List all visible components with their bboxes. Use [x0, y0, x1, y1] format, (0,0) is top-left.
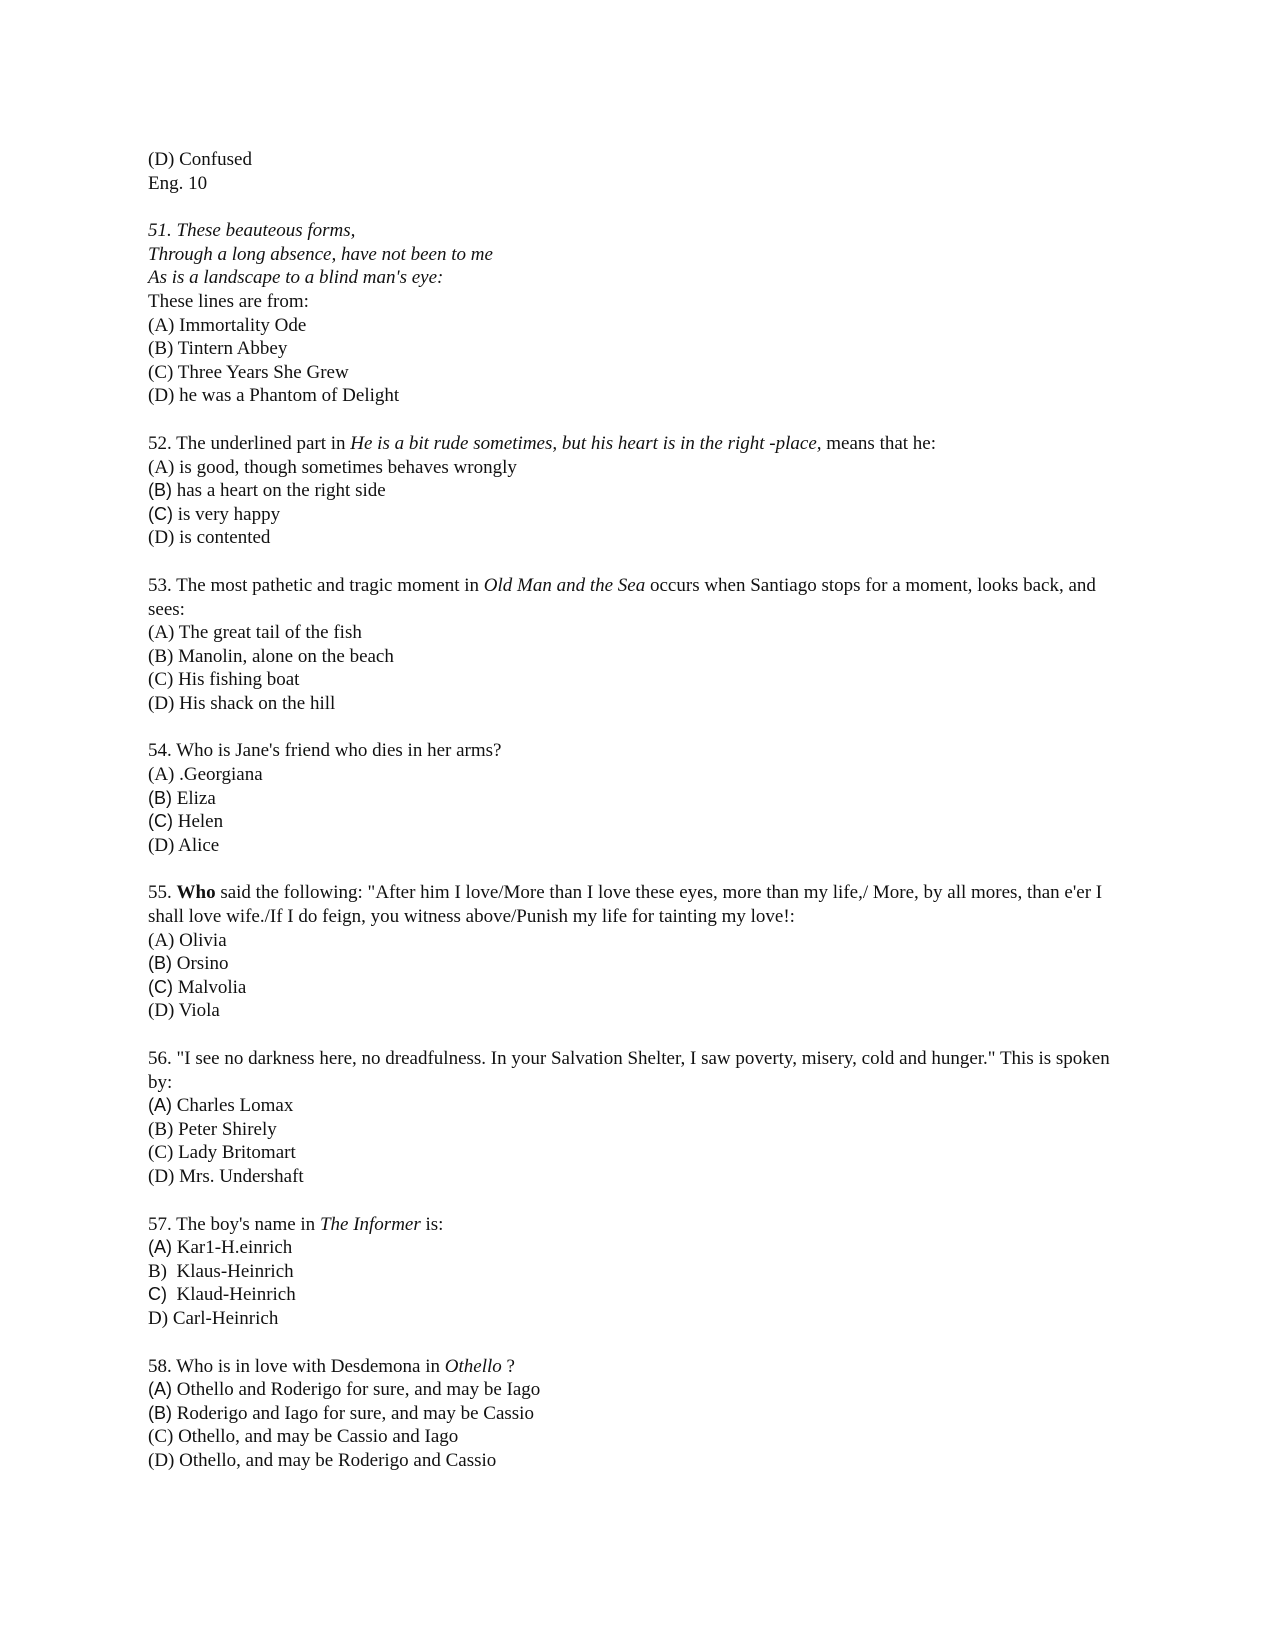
option-text: Othello and Roderigo for sure, and may be Iago — [172, 1379, 541, 1401]
spacer — [148, 195, 1118, 219]
option-label: (D) — [148, 834, 175, 856]
answer-option: (D) His shack on the hill — [148, 692, 336, 714]
answer-option — [148, 1236, 1118, 1260]
question-prefix: 57. The boy's name in — [148, 1213, 320, 1235]
document-page — [148, 148, 1118, 1473]
option-text: is contented — [174, 527, 271, 549]
work-title: Old Man and the Sea — [483, 574, 646, 596]
spacer — [148, 1023, 1118, 1047]
option-label: (A) — [148, 929, 175, 951]
question-text — [148, 1355, 1118, 1379]
option-label: (C) — [148, 1426, 174, 1448]
answer-option — [148, 763, 1118, 787]
option-label: (D) — [148, 1000, 175, 1022]
answer-option — [148, 787, 1118, 811]
answer-option — [148, 1094, 1118, 1118]
answer-option: (A) The great tail of the fish — [148, 622, 362, 644]
question-52 — [148, 432, 1118, 550]
question-prefix: 52. The underlined part in — [148, 432, 351, 454]
answer-option — [148, 810, 1118, 834]
spacer — [148, 408, 1118, 432]
question-suffix: means that he: — [821, 432, 937, 454]
answer-option — [148, 456, 1118, 480]
option-label: (B) — [148, 480, 172, 501]
option-text: Eliza — [172, 787, 216, 809]
option-label: C) — [148, 1284, 167, 1305]
option-label: (C) — [148, 503, 173, 524]
option-label: (A) — [148, 1237, 172, 1258]
question-text: 54. Who is Jane's friend who dies in her arms? — [148, 740, 502, 762]
question-keyword: Who — [176, 882, 216, 904]
previous-option: (D) Confused — [148, 149, 252, 170]
option-text: Mrs. Undershaft — [174, 1165, 304, 1187]
option-label: B) — [148, 1260, 167, 1282]
work-title: Othello — [444, 1355, 502, 1377]
option-label: (D) — [148, 1165, 175, 1187]
answer-option — [148, 1307, 1118, 1331]
question-58 — [148, 1355, 1118, 1473]
option-text: Charles Lomax — [172, 1095, 294, 1117]
question-text: 56. "I see no darkness here, no dreadfulness. In your Salvation Shelter, I saw poverty, misery, cold and hunger." This is spoken by: — [148, 1048, 1115, 1093]
answer-option — [148, 1165, 1118, 1189]
question-prompt: These lines are from: — [148, 290, 309, 312]
answer-option — [148, 1425, 1118, 1449]
question-prefix: 53. The most pathetic and tragic moment in — [148, 574, 484, 596]
option-text: Orsino — [172, 953, 229, 975]
answer-option: (A) Immortality Ode — [148, 314, 307, 336]
answer-option — [148, 1378, 1118, 1402]
answer-option — [148, 1141, 1118, 1165]
section-label: Eng. 10 — [148, 172, 208, 194]
option-text: Roderigo and Iago for sure, and may be Cassio — [172, 1402, 534, 1424]
option-text: .Georgiana — [174, 764, 263, 786]
answer-option: (C) His fishing boat — [148, 669, 300, 691]
answer-option — [148, 1283, 1118, 1307]
spacer — [148, 550, 1118, 574]
answer-option — [148, 999, 1118, 1023]
answer-option — [148, 503, 1118, 527]
question-text — [148, 1213, 1118, 1237]
option-label: (A) — [148, 1379, 172, 1400]
option-text: is very happy — [173, 503, 281, 525]
option-text: Malvolia — [173, 976, 247, 998]
answer-option: (B) Tintern Abbey — [148, 338, 288, 360]
option-label: (B) — [148, 1118, 174, 1140]
work-title: The Informer — [319, 1213, 421, 1235]
option-text: Othello, and may be Roderigo and Cassio — [174, 1449, 497, 1471]
answer-option: (C) Three Years She Grew — [148, 361, 349, 383]
answer-option: (D) he was a Phantom of Delight — [148, 385, 400, 407]
option-text: Kar1-H.einrich — [172, 1237, 293, 1259]
question-text — [148, 881, 1118, 928]
option-label: (C) — [148, 811, 173, 832]
answer-option — [148, 929, 1118, 953]
option-label: (B) — [148, 953, 172, 974]
question-prefix: 58. Who is in love with Desdemona in — [148, 1355, 445, 1377]
question-number: 55. — [148, 882, 177, 904]
option-label: (C) — [148, 976, 173, 997]
answer-option — [148, 526, 1118, 550]
answer-option — [148, 952, 1118, 976]
option-label: (B) — [148, 787, 172, 808]
spacer — [148, 1331, 1118, 1355]
answer-option — [148, 1260, 1118, 1284]
answer-option — [148, 976, 1118, 1000]
poem-line: 51. These beauteous forms, — [148, 220, 356, 242]
question-54 — [148, 739, 1118, 857]
question-suffix: ? — [501, 1355, 515, 1377]
quoted-sentence: He is a bit rude sometimes, but his heart is in the right -place, — [350, 432, 822, 454]
option-label: (B) — [148, 1402, 172, 1423]
answer-option — [148, 479, 1118, 503]
spacer — [148, 715, 1118, 739]
option-label: (D) — [148, 1449, 175, 1471]
option-text: Othello, and may be Cassio and Iago — [173, 1426, 459, 1448]
poem-line: Through a long absence, have not been to me — [148, 243, 493, 265]
answer-option — [148, 1118, 1118, 1142]
option-label: (D) — [148, 527, 175, 549]
spacer — [148, 1189, 1118, 1213]
question-text — [148, 574, 1118, 621]
option-text: Carl-Heinrich — [168, 1307, 279, 1329]
question-56 — [148, 1047, 1118, 1189]
spacer — [148, 857, 1118, 881]
question-53 — [148, 574, 1118, 716]
option-label: (A) — [148, 456, 175, 478]
question-57 — [148, 1213, 1118, 1331]
question-suffix: occurs when Santiago stops for a moment, looks back, and sees: — [148, 574, 1101, 620]
option-text: is good, though sometimes behaves wrongly — [174, 456, 517, 478]
option-text: Alice — [174, 834, 220, 856]
answer-option — [148, 834, 1118, 858]
option-text: Peter Shirely — [173, 1118, 277, 1140]
option-text: Lady Britomart — [173, 1142, 296, 1164]
answer-option — [148, 1402, 1118, 1426]
answer-option — [148, 1449, 1118, 1473]
question-51 — [148, 219, 1118, 408]
answer-option: (B) Manolin, alone on the beach — [148, 645, 394, 667]
option-text: Klaud-Heinrich — [167, 1284, 296, 1306]
option-text: has a heart on the right side — [172, 480, 386, 502]
question-body: said the following: "After him I love/More than I love these eyes, more than my life,/ More, by all mores, than e'er I shall love wife./If I do feign, you witness above/Punish my life for tainting my love!: — [148, 882, 1107, 928]
question-55 — [148, 881, 1118, 1023]
option-label: (A) — [148, 764, 175, 786]
option-text: Olivia — [174, 929, 227, 951]
question-text — [148, 432, 1118, 456]
option-text: Viola — [174, 1000, 220, 1022]
option-text: Helen — [173, 811, 224, 833]
question-suffix: is: — [420, 1213, 444, 1235]
option-label: (C) — [148, 1142, 174, 1164]
option-text: Klaus-Heinrich — [167, 1260, 294, 1282]
option-label: D) — [148, 1307, 169, 1329]
option-label: (A) — [148, 1095, 172, 1116]
poem-line: As is a landscape to a blind man's eye: — [148, 267, 444, 289]
